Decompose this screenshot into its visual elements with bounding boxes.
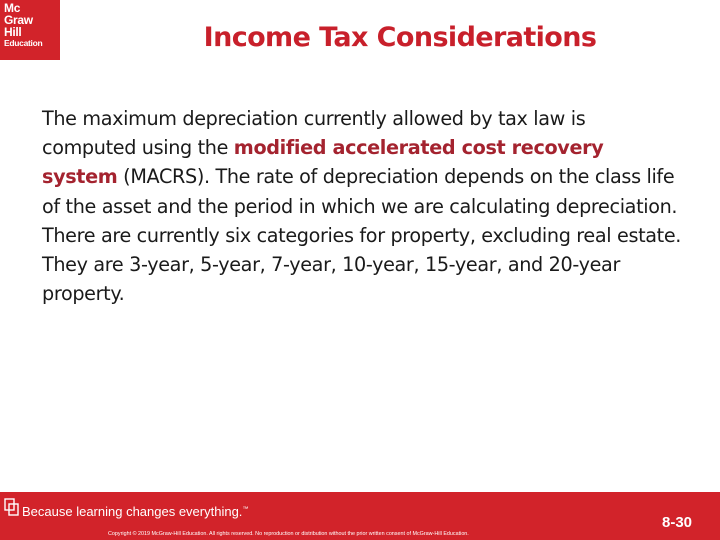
copyright-notice: Copyright © 2019 McGraw-Hill Education. All rights reserved. No reproduction or distribution without the prior written consent of McGraw-Hill Education.: [108, 531, 469, 537]
slide-body-text: [42, 104, 682, 308]
logo-line-education: Education: [4, 38, 43, 48]
mcgraw-hill-logo: [0, 0, 60, 60]
footer-tagline: [22, 504, 248, 519]
logo-line-mc: Mc: [4, 1, 21, 15]
body-text-highlight: modified accelerated cost recovery system: [42, 136, 604, 189]
logo-line-graw: Graw: [4, 13, 33, 27]
tagline-text: Because learning changes everything.: [22, 504, 243, 519]
logo-line-hill: Hill: [4, 25, 22, 39]
trademark-symbol: ™: [242, 506, 249, 513]
body-text-part2: (MACRS). The rate of depreciation depends on the class life of the asset and the period in which we are calculating depreciation. There are currently six categories for property, excluding real estate. They are 3-year, 5-year, 7-year, 10-year, 15-year, and 20-year property.: [42, 165, 682, 306]
slide-title: Income Tax Considerations: [203, 22, 597, 53]
body-text-part1: The maximum depreciation currently allowed by tax law is computed using the: [42, 107, 586, 160]
brand-mark-icon: [4, 498, 20, 518]
footer-bar: [0, 492, 720, 540]
page-number: 8-30: [662, 514, 693, 531]
